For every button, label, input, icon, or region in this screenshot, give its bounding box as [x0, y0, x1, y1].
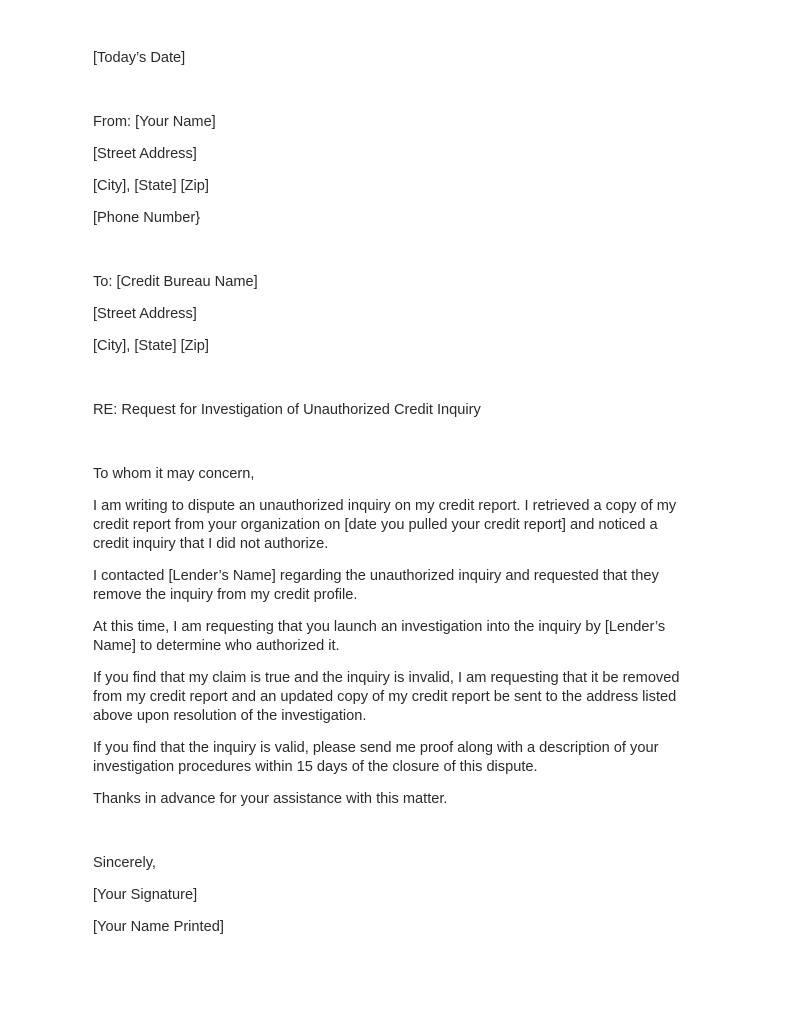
signature-line: [Your Signature] [93, 887, 198, 903]
date-line: [Today’s Date] [93, 50, 186, 66]
to-name-line: To: [Credit Bureau Name] [93, 274, 258, 290]
body-paragraph: If you find that my claim is true and the inquiry is invalid, I am requesting that it be removed from my credit report and an updated copy of my credit report be sent to the address listed above upon resolution of the investigation. [93, 670, 680, 724]
to-street-line: [Street Address] [93, 306, 197, 322]
blank-line [93, 433, 686, 465]
from-phone-line: [Phone Number} [93, 210, 201, 226]
letter-content [93, 49, 686, 937]
blank-line [93, 822, 686, 854]
from-city-line: [City], [State] [Zip] [93, 178, 209, 194]
from-name-line: From: [Your Name] [93, 114, 216, 130]
body-paragraph: I am writing to dispute an unauthorized inquiry on my credit report. I retrieved a copy of my credit report from your organization on [date you pulled your credit report] and noticed a credit inquiry that I did not authorize. [93, 498, 677, 552]
printed-name-line: [Your Name Printed] [93, 919, 224, 935]
to-city-line: [City], [State] [Zip] [93, 338, 209, 354]
body-paragraph: Thanks in advance for your assistance with this matter. [93, 791, 448, 807]
body-paragraph: I contacted [Lender’s Name] regarding the unauthorized inquiry and requested that they remove the inquiry from my credit profile. [93, 568, 659, 603]
subject-line: RE: Request for Investigation of Unauthorized Credit Inquiry [93, 402, 481, 418]
body-paragraph: If you find that the inquiry is valid, please send me proof along with a description of your investigation procedures within 15 days of the closure of this dispute. [93, 740, 659, 775]
salutation: To whom it may concern, [93, 466, 255, 482]
blank-line [93, 241, 686, 273]
blank-line [93, 81, 686, 113]
closing-line: Sincerely, [93, 855, 156, 871]
blank-line [93, 369, 686, 401]
from-street-line: [Street Address] [93, 146, 197, 162]
body-paragraph: At this time, I am requesting that you launch an investigation into the inquiry by [Lender’s Name] to determine who authorized it. [93, 619, 666, 654]
